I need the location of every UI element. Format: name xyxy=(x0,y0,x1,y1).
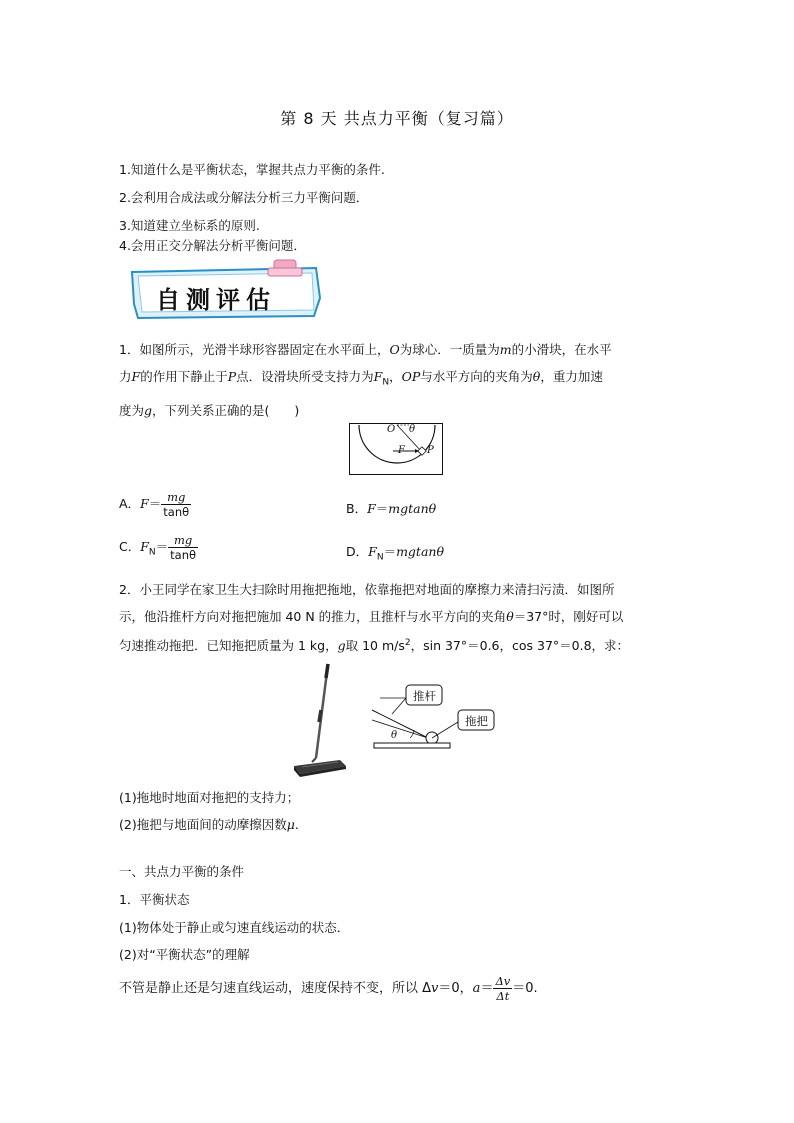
q1-var-g: g xyxy=(144,402,153,418)
q1-text: ，下列关系正确的是( ) xyxy=(152,402,300,418)
fig2-label-mop: 拖把 xyxy=(465,714,488,728)
section-para-1: (1)物体处于静止或匀速直线运动的状态． xyxy=(119,920,350,935)
option-B[interactable] xyxy=(346,499,436,517)
q2-subquestion-1: (1)拖地时地面对拖把的支持力； xyxy=(119,790,300,805)
p3-text: ＝ xyxy=(480,981,494,996)
option-C-den: tanθ xyxy=(170,548,197,562)
p3-den: Δt xyxy=(496,989,510,1003)
section-para-3 xyxy=(119,974,538,1003)
q2-sub2-end: . xyxy=(294,817,299,832)
p3-text: ＝0， xyxy=(438,981,473,996)
option-D-sub: N xyxy=(376,552,384,563)
q1-text: 为球心．一质量为 xyxy=(399,342,500,357)
q1-var-FN: F xyxy=(373,369,383,384)
option-D-rhs: mgtanθ xyxy=(396,544,444,559)
mop-schematic xyxy=(370,682,510,752)
q1-text: 1．如图所示，光滑半球形容器固定在水平面上， xyxy=(119,342,390,357)
objective-1: 1.知道什么是平衡状态，掌握共点力平衡的条件. xyxy=(119,162,385,177)
question-2 xyxy=(119,576,679,659)
p3-var-v: v xyxy=(431,981,439,996)
section-para-2: (2)对“平衡状态”的理解 xyxy=(119,947,250,962)
q1-sub-N: N xyxy=(382,377,390,388)
option-C[interactable] xyxy=(119,533,198,562)
banner-text: 自测评估 xyxy=(156,286,276,314)
p3-var-a: a xyxy=(472,981,481,996)
q2-text: 取 10 m/s xyxy=(345,638,405,654)
self-test-banner xyxy=(128,258,328,322)
option-D-label: D． xyxy=(346,544,369,559)
q1-figure xyxy=(349,423,443,475)
option-A-den: tanθ xyxy=(163,505,190,519)
q1-var-F: F xyxy=(131,369,141,384)
q1-var-P: P xyxy=(227,369,237,384)
section-subheading: 1．平衡状态 xyxy=(119,892,190,907)
objective-2: 2.会利用合成法或分解法分析三力平衡问题． xyxy=(119,190,369,205)
q1-text: 的作用下静止于 xyxy=(140,369,228,384)
option-B-label: B． xyxy=(346,501,368,516)
q2-sub2-text: (2)拖把与地面间的动摩擦因数 xyxy=(119,817,287,832)
mop-schematic-diagram xyxy=(370,682,510,752)
option-D-eq: ＝ xyxy=(383,544,397,559)
option-A-eq: ＝ xyxy=(148,496,162,511)
q2-text: 2．小王同学在家卫生大扫除时用拖把拖地，依靠拖把对地面的摩擦力来清扫污渍．如图所 xyxy=(119,582,615,597)
q2-text: 示，他沿推杆方向对拖把施加 40 N 的推力，且推杆与水平方向的夹角 xyxy=(119,609,507,624)
page-title: 第 8 天 共点力平衡（复习篇） xyxy=(280,109,514,128)
fig1-label-P: P xyxy=(427,445,434,456)
fig1-label-O: O xyxy=(387,424,396,435)
q2-var-g: g xyxy=(337,638,346,654)
objective-4: 4.会用正交分解法分析平衡问题． xyxy=(119,238,306,253)
p3-num: Δv xyxy=(495,974,511,988)
q1-var-theta: θ xyxy=(532,369,541,384)
option-C-sub: N xyxy=(148,547,156,558)
option-D[interactable] xyxy=(346,542,444,563)
objective-3: 3.知道建立坐标系的原则. xyxy=(119,218,260,233)
option-C-fraction xyxy=(168,533,198,562)
mop-photo xyxy=(290,660,350,780)
option-B-rhs: mgtanθ xyxy=(388,501,437,516)
option-C-num: mg xyxy=(168,533,198,548)
q1-text: 度为 xyxy=(119,402,145,418)
option-C-lhs: F xyxy=(140,539,149,554)
option-C-eq: ＝ xyxy=(155,539,169,554)
mop-icon xyxy=(290,660,350,780)
q1-text: 与水平方向的夹角为 xyxy=(420,369,533,384)
p3-fraction xyxy=(493,974,512,1003)
option-D-lhs: F xyxy=(368,544,377,559)
fig1-label-theta: θ xyxy=(409,424,416,435)
fig2-label-theta: θ xyxy=(391,730,398,741)
q1-text: ，重力加速 xyxy=(540,369,603,384)
q1-text: ， xyxy=(389,369,402,384)
q2-text: 匀速推动拖把．已知拖把质量为 1 kg， xyxy=(119,638,338,654)
q2-text: ＝37°时，刚好可以 xyxy=(513,609,624,624)
option-B-lhs: F xyxy=(367,501,376,516)
q1-text: 力 xyxy=(119,369,132,384)
option-A-fraction xyxy=(161,490,191,519)
q1-text: 的小滑块，在水平 xyxy=(511,342,612,357)
q1-var-OP: OP xyxy=(401,369,421,384)
option-B-eq: ＝ xyxy=(375,501,389,516)
option-A-label: A． xyxy=(119,496,141,511)
q1-var-m: m xyxy=(499,342,512,357)
p3-text: ＝0. xyxy=(512,981,538,996)
q2-subquestion-2 xyxy=(119,815,299,833)
fig2-label-pushrod: 推杆 xyxy=(413,689,436,703)
question-1 xyxy=(119,336,679,424)
q1-text: 点．设滑块所受支持力为 xyxy=(236,369,374,384)
option-C-label: C． xyxy=(119,539,141,554)
q1-var-O: O xyxy=(389,342,400,357)
q2-text: ，sin 37°＝0.6，cos 37°＝0.8，求： xyxy=(410,638,630,654)
option-A[interactable] xyxy=(119,490,191,519)
section-heading: 一、共点力平衡的条件 xyxy=(119,864,245,879)
option-A-num: mg xyxy=(161,490,191,505)
option-A-lhs: F xyxy=(140,496,149,511)
q2-sup: 2 xyxy=(404,638,411,648)
fig1-label-F: F xyxy=(398,445,405,456)
p3-text: 不管是静止还是匀速直线运动，速度保持不变，所以 Δ xyxy=(119,981,432,996)
q2-var-mu: μ xyxy=(286,817,295,832)
q2-var-theta: θ xyxy=(506,609,514,624)
